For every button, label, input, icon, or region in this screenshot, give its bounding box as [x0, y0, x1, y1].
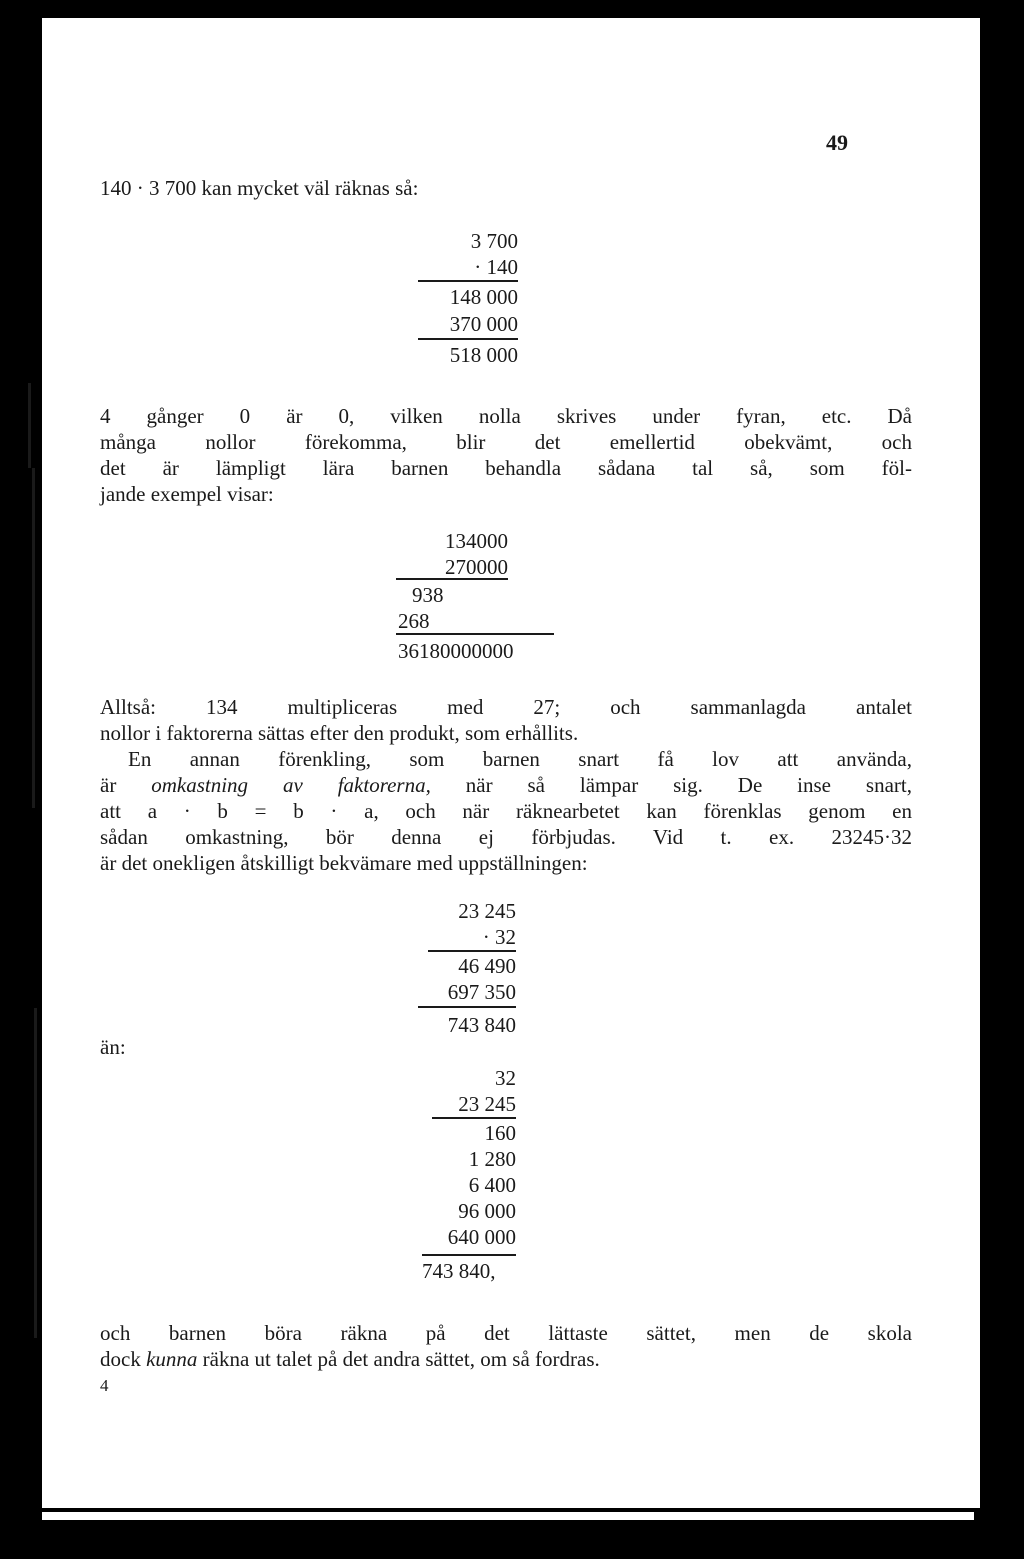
text-line: jande exempel visar: [100, 482, 274, 506]
calc-line: 743 840 [447, 1013, 516, 1037]
calc-line: 6 400 [468, 1173, 516, 1197]
text-line: sådan omkastning, bör denna ej förbjudas. Vid t. ex. 23245·32 [100, 825, 912, 849]
calc-rule [422, 1254, 516, 1256]
text-segment: är [100, 773, 152, 797]
page-number: 49 [826, 130, 848, 155]
calc-line: 697 350 [447, 980, 516, 1004]
text-segment: när så lämpar sig. De inse snart, [430, 773, 912, 797]
calc-line: 640 000 [447, 1225, 516, 1249]
margin-bar [28, 383, 31, 468]
text-line: och barnen böra räkna på det lättaste sättet, men de skola [100, 1321, 912, 1345]
calc-line: 96 000 [458, 1199, 516, 1223]
text-line: Alltså: 134 multipliceras med 27; och sammanlagda antalet [100, 695, 912, 719]
calc-line: 518 000 [449, 343, 518, 367]
text-line [128, 746, 912, 772]
calc-line: 743 840, [422, 1259, 496, 1283]
calc-line: 36180000000 [398, 639, 514, 663]
calc-line: 23 245 [458, 1092, 516, 1116]
text-line: att a · b = b · a, och när räknearbetet kan förenklas genom en [100, 799, 912, 823]
calc-line: 46 490 [458, 954, 516, 978]
calc-rule [418, 280, 518, 282]
calc-rule [428, 950, 516, 952]
calc-rule [418, 1006, 516, 1008]
calc-line: 134000 [445, 529, 508, 553]
margin-bar [32, 643, 35, 808]
text-line: är det onekligen åtskilligt bekvämare med uppställningen: [100, 851, 588, 875]
calc-line: 270000 [445, 555, 508, 579]
calc-rule [396, 633, 554, 635]
calc-line: 32 [495, 1066, 516, 1090]
text-line [100, 1346, 912, 1372]
calc-rule [396, 578, 508, 580]
calc-rule [432, 1117, 516, 1119]
calc-line: · 32 [482, 925, 516, 949]
book-page [42, 18, 980, 1508]
calc-line: 370 000 [449, 312, 518, 336]
margin-bar [32, 468, 35, 643]
calc-line: 268 [398, 609, 430, 633]
emphasis-text: omkastning av faktorerna, [151, 773, 431, 797]
signature-mark: 4 [100, 1376, 109, 1395]
text-line: många nollor förekomma, blir det emellertid obekvämt, och [100, 430, 912, 454]
text-line: nollor i faktorerna sättas efter den produkt, som erhållits. [100, 721, 579, 745]
calc-line: 23 245 [458, 899, 516, 923]
text-line: det är lämpligt lära barnen behandla sådana tal så, som föl- [100, 456, 912, 480]
calc-line: 3 700 [470, 229, 518, 253]
text-line: 4 gånger 0 är 0, vilken nolla skrives under fyran, etc. Då [100, 404, 912, 428]
intro-line: 140 · 3 700 kan mycket väl räknas så: [100, 176, 419, 200]
calc-line: · 140 [474, 255, 518, 279]
margin-bar [34, 1008, 37, 1338]
calc-line: 1 280 [468, 1147, 516, 1171]
calc-line: 148 000 [449, 285, 518, 309]
calc-line: 938 [412, 583, 444, 607]
emphasis-text: kunna [146, 1347, 198, 1371]
an-label: än: [100, 1035, 126, 1059]
calc-line: 160 [484, 1121, 516, 1145]
calc-rule [418, 338, 518, 340]
text-segment: En annan förenkling, som barnen snart få lov att använda, [128, 747, 912, 771]
text-line [100, 772, 912, 798]
text-segment: dock [100, 1347, 147, 1371]
text-segment: räkna ut talet på det andra sättet, om så fordras. [197, 1347, 600, 1371]
scan-edge-bar [42, 1512, 974, 1520]
